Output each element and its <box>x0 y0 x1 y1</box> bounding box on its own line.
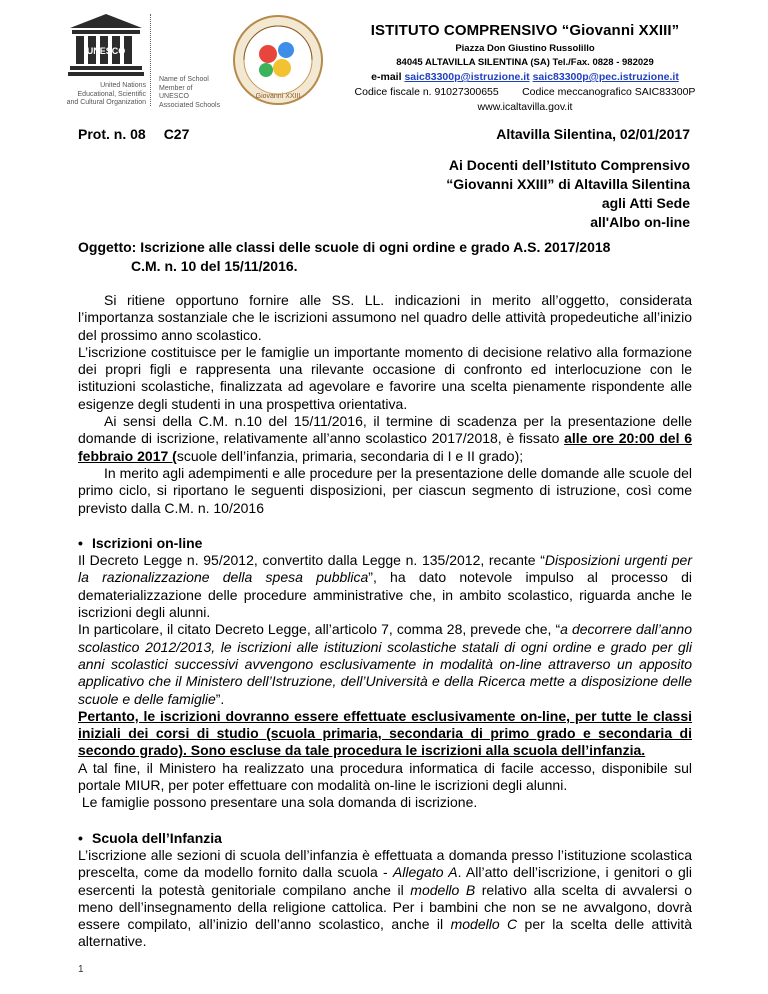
institute-website: www.icaltavilla.gov.it <box>477 101 573 113</box>
school-seal-icon <box>232 14 324 106</box>
recipient-line: agli Atti Sede <box>601 195 690 211</box>
place-date: Altavilla Silentina, 02/01/2017 <box>496 126 690 142</box>
recipient-line: “Giovanni XXIII” di Altavilla Silentina <box>446 176 690 192</box>
email-link-1[interactable]: saic83300p@istruzione.it <box>404 71 530 83</box>
associated-schools-text: Name of School Member of UNESCO Associated Schools <box>159 76 221 109</box>
institute-emails <box>330 71 720 83</box>
unesco-temple-icon <box>66 12 146 78</box>
p3-deadline: alle ore 20:00 del 6 febbraio 2017 ( <box>78 430 692 464</box>
paragraph-4: In merito agli adempimenti e alle procedure per la presentazione delle domande alle scuole del primo ciclo, si riportano le seguenti disposizioni, per ciascun segmento di istruzione, così come previsto dalla C.M. n. 10/2016 <box>78 464 692 516</box>
recipient-line: all'Albo on-line <box>590 214 690 230</box>
email-label: e-mail <box>371 71 402 83</box>
s1-p1-quote: Disposizioni urgenti per la razionalizzazione della spesa pubblica <box>78 552 692 586</box>
online-paragraph-4: A tal fine, il Ministero ha realizzato una procedura informatica di facile accesso, disponibile sul portale MIUR, per poter effettuare con modalità on-line le iscrizioni degli alunni. <box>78 759 692 794</box>
online-paragraph-5: Le famiglie possono presentare una sola domanda di iscrizione. <box>78 794 478 811</box>
institute-codes: Codice fiscale n. 91027300655 Codice meccanografico SAIC83300P <box>354 86 696 98</box>
unesco-word: UNESCO <box>86 46 126 56</box>
online-paragraph-3: Pertanto, le iscrizioni dovranno essere effettuate esclusivamente on-line, per tutte le classi iniziali dei corsi di studio (scuola primaria, secondaria di primo grado e secondaria di secondo grado). Sono escluse da tale procedura le iscrizioni alla scuola dell’infanzia. <box>78 707 692 759</box>
s1-p1-rest: ”, ha dato notevole impulso al processo di dematerializzazione delle procedure amministrative che, in ambito scolastico, riguarda anche le iscrizioni degli alunni. <box>78 569 692 621</box>
s1-p2-text: In particolare, il citato Decreto Legge, all’articolo 7, comma 28, prevede che, “ <box>78 621 561 638</box>
p3-text: Ai sensi della C.M. n.10 del 15/11/2016, il termine di scadenza per la presentazione delle domande di iscrizione, relativamente all’anno scolastico 2017/2018, è fissato <box>78 413 692 447</box>
s2-text-g: per la scelta delle attività alternative. <box>78 916 692 950</box>
institute-address-1: Piazza Don Giustino Russolillo <box>455 43 595 54</box>
page-number: 1 <box>78 964 84 975</box>
section-infanzia-label: Scuola dell’Infanzia <box>92 829 222 846</box>
s2-modello-c: modello C <box>450 916 518 933</box>
institute-address-2: 84045 ALTAVILLA SILENTINA (SA) Tel./Fax. 0828 - 982029 <box>396 57 654 68</box>
email-link-2[interactable]: saic83300p@pec.istruzione.it <box>532 71 679 83</box>
paragraph-2: L’iscrizione costituisce per le famiglie un importante momento di decisione relativo alla formazione dei propri figli e rappresenta una rilevante occasione di confronto ed interlocuzione con le istituzioni scolastiche, finalizzata ad agevolare e favorire una scelta pienamente rispondente alle esigenze degli studenti in una prospettiva orientativa. <box>78 343 692 412</box>
logo-divider <box>150 14 151 106</box>
recipients-block <box>446 156 690 232</box>
unesco-org-name: United Nations Educational, Scientific and Cultural Organization <box>66 82 146 106</box>
section-online-label: Iscrizioni on-line <box>92 534 203 551</box>
s1-p1-text: Il Decreto Legge n. 95/2012, convertito dalla Legge n. 135/2012, recante “ <box>78 552 545 569</box>
institute-title: ISTITUTO COMPRENSIVO “Giovanni XXIII” <box>370 22 680 39</box>
p3-scope: scuole dell’infanzia, primaria, secondaria di I e II grado); <box>176 447 524 464</box>
school-seal <box>232 14 324 106</box>
unesco-logo <box>66 12 146 108</box>
recipient-line: Ai Docenti dell’Istituto Comprensivo <box>448 157 690 173</box>
prot-code: C27 <box>163 126 190 142</box>
subject-line-1: Oggetto: Iscrizione alle classi delle scuole di ogni ordine e grado A.S. 2017/2018 <box>78 239 611 255</box>
s2-text-a: L’iscrizione alle sezioni di scuola dell’infanzia è effettuata a domanda presso l’istituzione scolastica prescelta, come da modello fornito dalla scuola - <box>78 846 692 881</box>
paragraph-3 <box>78 413 692 465</box>
section-infanzia-title <box>78 830 692 847</box>
section-online-title <box>78 535 692 552</box>
s2-text-e: relativo alla scelta di avvalersi o meno dell’insegnamento della religione cattolica. Per i bambini che non se ne avvalgono, dovrà essere compilato, all’inizio dell’anno scolastico, anche il <box>78 881 692 933</box>
paragraph-1: Si ritiene opportuno fornire alle SS. LL. indicazioni in merito all’oggetto, considerata l’importanza sostanziale che le iscrizioni assumono nel quadro delle attività propedeutiche all’inizio del prossimo anno scolastico. <box>78 292 692 343</box>
prot-label: Prot. n. 08 <box>78 126 146 142</box>
institute-header <box>330 22 720 113</box>
s1-p2-rest: ”. <box>215 690 225 707</box>
bullet-icon: • <box>78 534 83 551</box>
letter-body <box>78 292 692 951</box>
protocol-number <box>78 126 189 142</box>
s2-modello-b: modello B <box>410 881 476 898</box>
subject-line-2: C.M. n. 10 del 15/11/2016. <box>131 258 298 274</box>
s2-allegato-a: Allegato A <box>392 864 458 881</box>
s1-p2-quote: a decorrere dall’anno scolastico 2012/2013, le iscrizioni alle istituzioni scolastiche statali di ogni ordine e grado per gli anni scolastici successivi avvengono esclusivamente in modalità on-line attraverso un apposito applicativo che il Ministero dell’Istruzione, dell’Università e della Ricerca mette a disposizione delle scuole e delle famiglie <box>78 621 692 707</box>
bullet-icon: • <box>78 829 83 846</box>
subject-block <box>78 238 610 276</box>
online-paragraph-1 <box>78 552 692 621</box>
infanzia-paragraph <box>78 847 692 951</box>
online-paragraph-2 <box>78 621 692 707</box>
header-logos <box>66 12 366 108</box>
s2-text-c: . All’atto dell’iscrizione, i genitori o gli esercenti la potestà genitoriale compilano anche il <box>78 864 692 898</box>
seal-text: Giovanni XXIII <box>255 93 301 100</box>
